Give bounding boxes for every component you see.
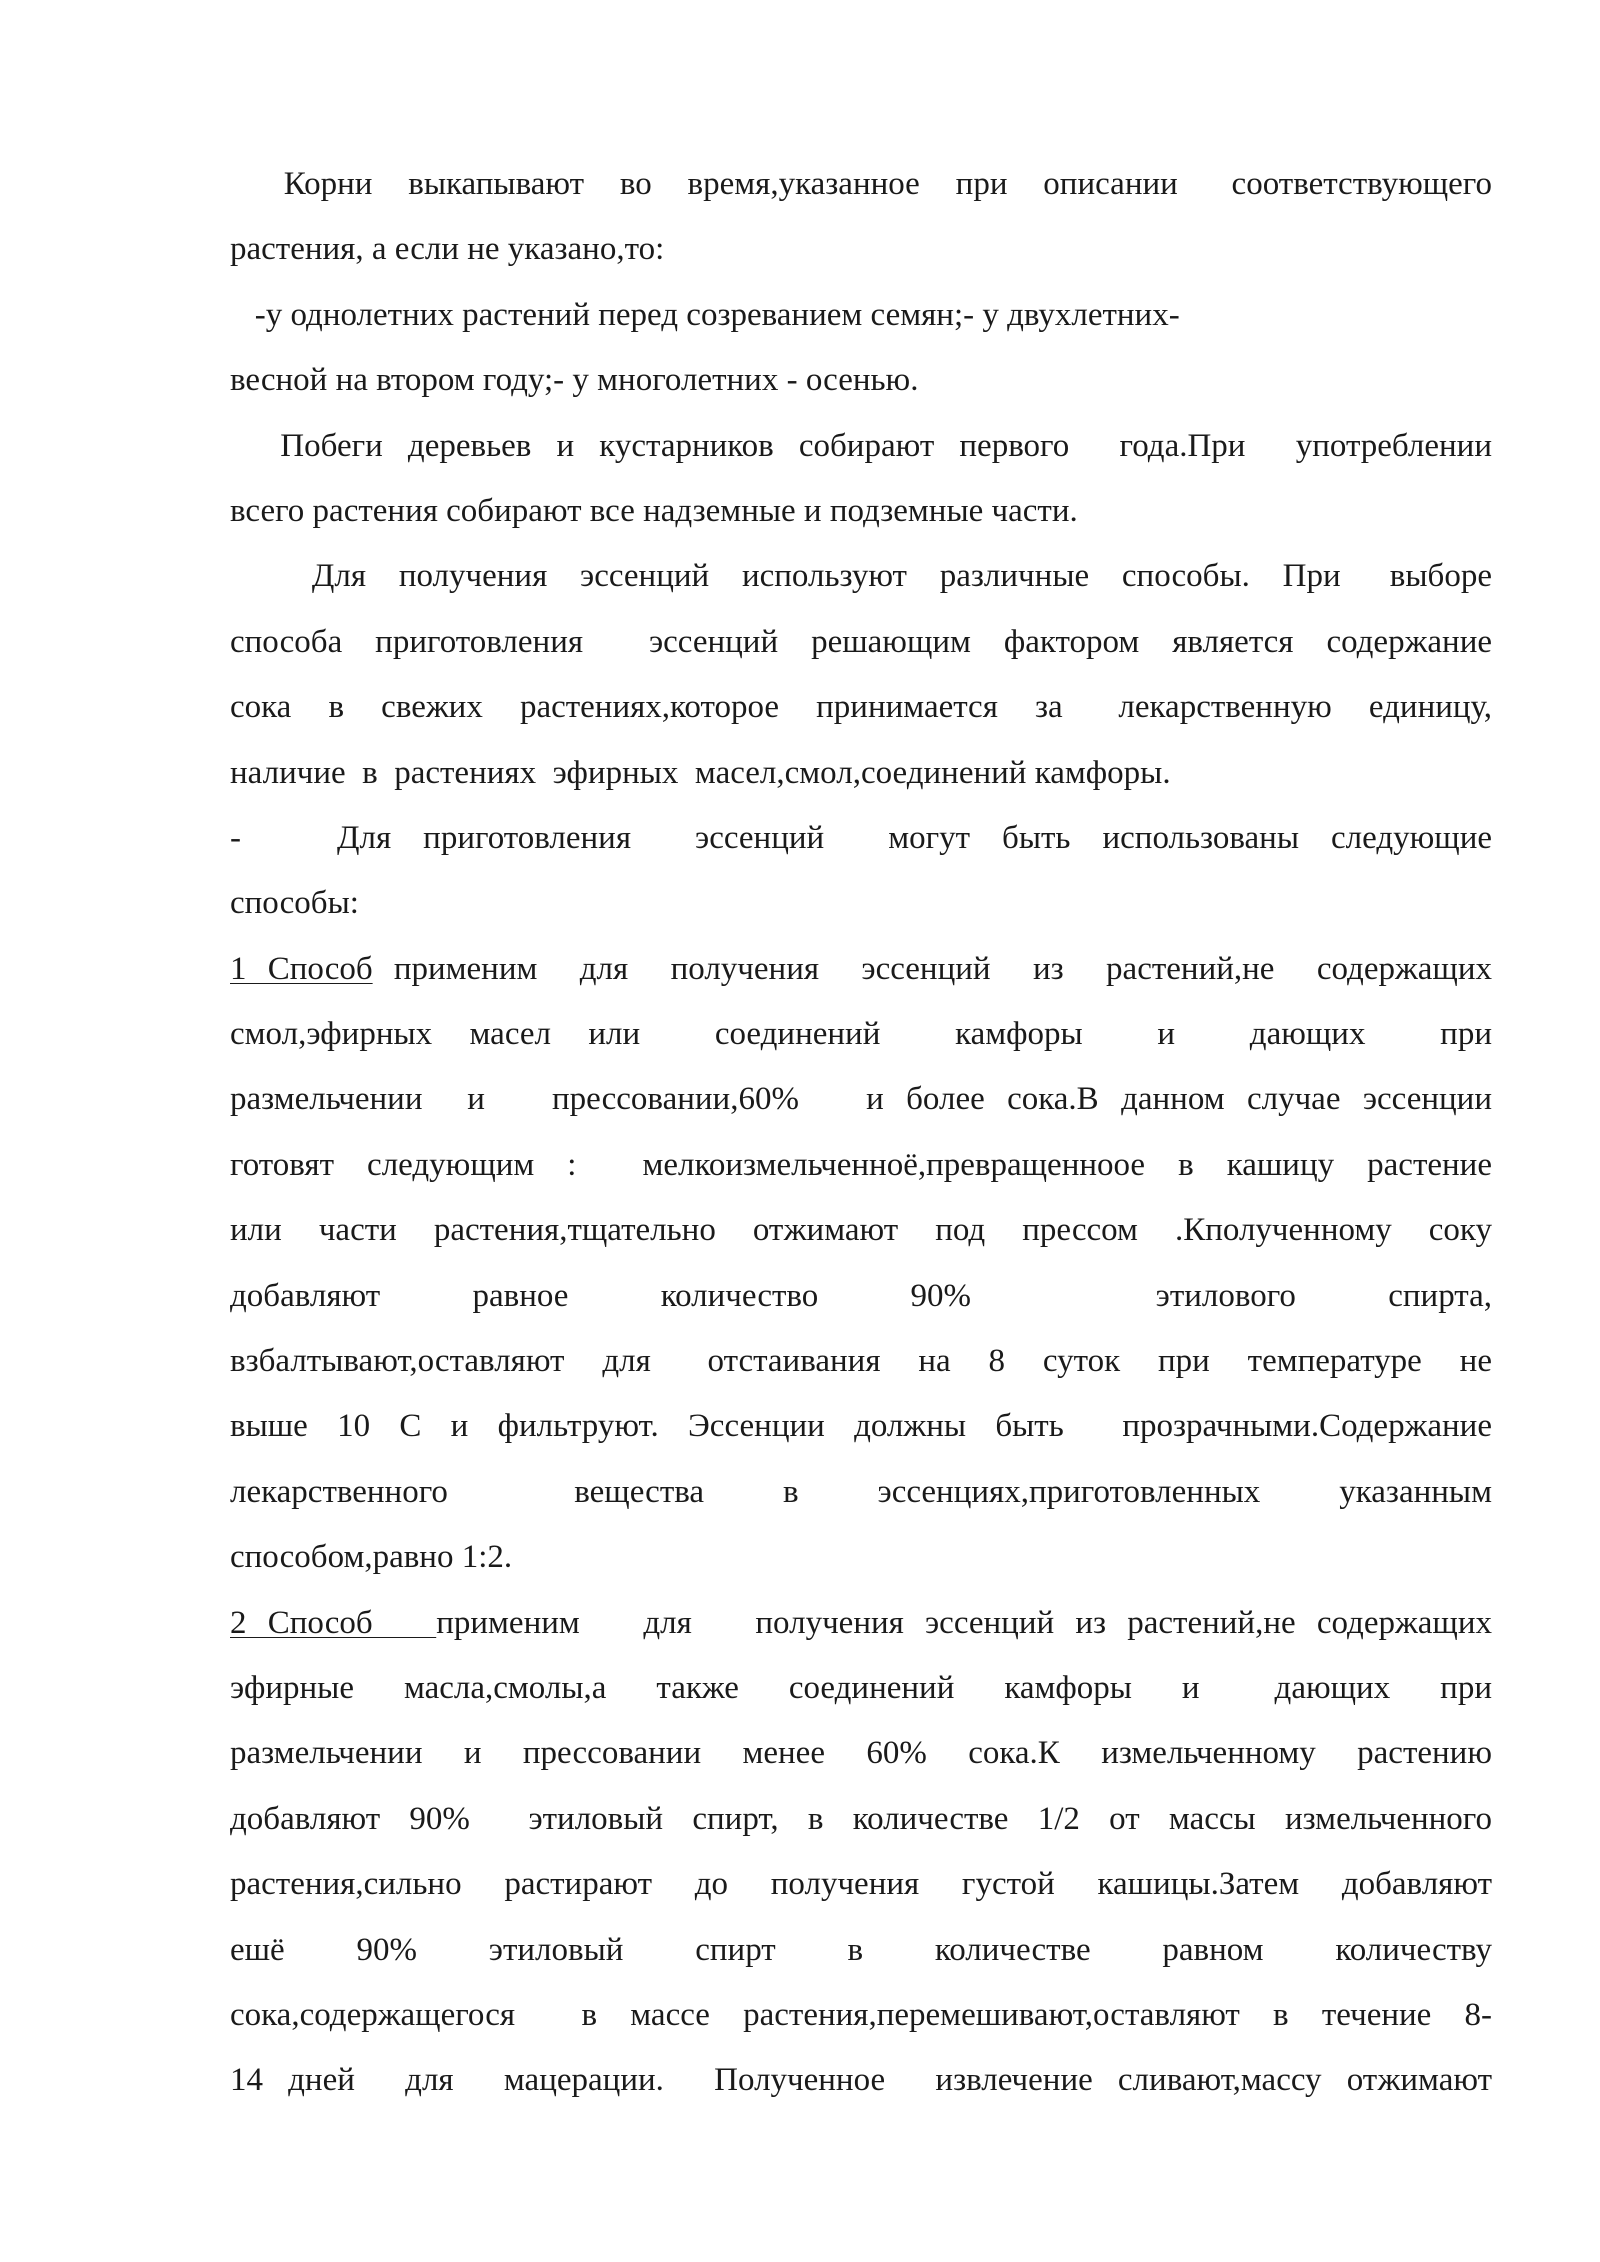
line-text: способом,равно 1:2. bbox=[230, 1539, 513, 1576]
line-text: размельчении и прессовании,60% и более сока.В данном случае эссенции bbox=[230, 1081, 1492, 1118]
line-text: 14 дней для мацерации. Полученное извлечение сливают,массу отжимают bbox=[230, 2062, 1492, 2099]
line-text: ешё 90% этиловый спирт в количестве равном количеству bbox=[230, 1931, 1492, 1968]
line-text: наличие в растениях эфирных масел,смол,соединений камфоры. bbox=[230, 754, 1171, 791]
line-text: добавляют равное количество 90% этилового спирта, bbox=[230, 1277, 1492, 1314]
line-text: весной на втором году;- у многолетних - осенью. bbox=[230, 362, 919, 399]
line-text: растения,сильно растирают до получения густой кашицы.Затем добавляют bbox=[230, 1866, 1492, 1903]
line-text: -у однолетних растений перед созреванием семян;- у двухлетних- bbox=[230, 296, 1180, 333]
line-text: сока в свежих растениях,которое принимается за лекарственную единицу, bbox=[230, 689, 1492, 726]
text-line bbox=[230, 1525, 1492, 1590]
text-line bbox=[230, 217, 1492, 282]
line-text: - Для приготовления эссенций могут быть использованы следующие bbox=[230, 819, 1492, 856]
line-text: добавляют 90% этиловый спирт, в количестве 1/2 от массы измельченного bbox=[230, 1800, 1492, 1837]
text-line bbox=[230, 283, 1492, 348]
line-text: сока,содержащегося в массе растения,перемешивают,оставляют в течение 8- bbox=[230, 1996, 1492, 2033]
text-line bbox=[230, 2048, 1492, 2113]
text-line bbox=[230, 741, 1492, 806]
text-line bbox=[230, 544, 1492, 609]
text-line bbox=[230, 1591, 1492, 1656]
line-text: Корни выкапывают во время,указанное при описании соответствующего bbox=[230, 166, 1492, 202]
text-line bbox=[230, 1329, 1492, 1394]
line-text: способы: bbox=[230, 885, 359, 922]
text-line bbox=[230, 1852, 1492, 1917]
text-line bbox=[230, 1787, 1492, 1852]
text-line bbox=[230, 610, 1492, 675]
line-text: применим для получения эссенций из растений,не содержащих bbox=[372, 950, 1492, 987]
method-heading: 2 Способ bbox=[230, 1604, 437, 1641]
text-line bbox=[230, 1460, 1492, 1525]
text-line bbox=[230, 152, 1492, 217]
text-line bbox=[230, 806, 1492, 871]
method-heading: 1 Способ bbox=[230, 950, 373, 987]
text-line bbox=[230, 479, 1492, 544]
text-line bbox=[230, 1133, 1492, 1198]
text-line bbox=[230, 414, 1492, 479]
text-line bbox=[230, 1983, 1492, 2048]
line-text: Для получения эссенций используют различные способы. При выборе bbox=[230, 558, 1492, 595]
text-line bbox=[230, 871, 1492, 936]
text-line bbox=[230, 1264, 1492, 1329]
text-line bbox=[230, 1067, 1492, 1132]
line-text: Побеги деревьев и кустарников собирают первого года.При употреблении bbox=[230, 427, 1492, 464]
line-text: или части растения,тщательно отжимают под прессом .Кполученному соку bbox=[230, 1212, 1492, 1249]
text-line bbox=[230, 937, 1492, 1002]
text-line bbox=[230, 1198, 1492, 1263]
document-body-text bbox=[230, 152, 1492, 2114]
line-text: взбалтывают,оставляют для отстаивания на 8 суток при температуре не bbox=[230, 1343, 1492, 1380]
text-line bbox=[230, 348, 1492, 413]
text-line bbox=[230, 1394, 1492, 1459]
line-text: эфирные масла,смолы,а также соединений камфоры и дающих при bbox=[230, 1669, 1492, 1706]
line-text: смол,эфирных масел или соединений камфоры и дающих при bbox=[230, 1016, 1492, 1053]
line-text: применим для получения эссенций из растений,не содержащих bbox=[436, 1604, 1492, 1641]
text-line bbox=[230, 1002, 1492, 1067]
line-text: способа приготовления эссенций решающим фактором является содержание bbox=[230, 623, 1492, 660]
line-text: выше 10 С и фильтруют. Эссенции должны быть прозрачными.Содержание bbox=[230, 1408, 1492, 1445]
line-text: лекарственного вещества в эссенциях,приготовленных указанным bbox=[230, 1473, 1492, 1510]
text-line bbox=[230, 675, 1492, 740]
line-text: всего растения собирают все надземные и подземные части. bbox=[230, 492, 1078, 529]
line-text: размельчении и прессовании менее 60% сока.К измельченному растению bbox=[230, 1735, 1492, 1772]
line-text: готовят следующим : мелкоизмельченноё,превращенноое в кашицу растение bbox=[230, 1146, 1492, 1183]
text-line bbox=[230, 1721, 1492, 1786]
line-text: растения, а если не указано,то: bbox=[230, 231, 665, 268]
text-line bbox=[230, 1656, 1492, 1721]
text-line bbox=[230, 1918, 1492, 1983]
